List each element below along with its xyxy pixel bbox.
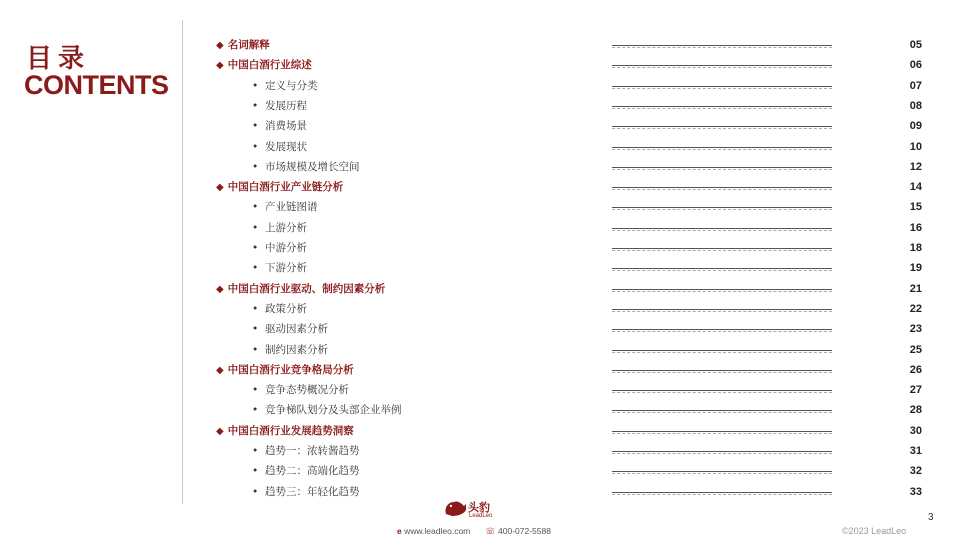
toc-entry-label: 发展历程 [265, 99, 307, 112]
toc-entry-label: 趋势三：年轻化趋势 [265, 485, 360, 498]
website-text: www.leadleo.com [404, 526, 471, 536]
dot-bullet-icon: • [252, 343, 259, 356]
dotted-leader [612, 268, 832, 269]
toc-entry [252, 380, 349, 400]
toc-subsection-row[interactable] [0, 116, 960, 136]
toc-entry-label: 趋势一：浓转酱趋势 [265, 445, 360, 457]
toc-page-number: 15 [909, 201, 922, 214]
toc-page-number: 23 [909, 323, 922, 336]
toc-entry [252, 319, 328, 339]
toc-entry [216, 421, 354, 442]
dotted-leader [612, 126, 832, 127]
toc-entry [252, 482, 360, 502]
dotted-leader [612, 187, 832, 188]
toc-page-number: 05 [909, 39, 922, 51]
toc-entry-label: 中国白酒行业发展趋势洞察 [227, 424, 354, 437]
dot-bullet-icon: • [252, 465, 259, 478]
toc-subsection-row[interactable] [0, 400, 960, 420]
dotted-leader [612, 45, 832, 46]
toc-entry [252, 96, 307, 116]
dot-bullet-icon: • [252, 201, 259, 214]
dot-bullet-icon: • [252, 262, 259, 275]
toc-page-number: 19 [909, 262, 922, 275]
dotted-leader [612, 228, 832, 229]
toc-page-number: 25 [909, 343, 922, 356]
dotted-leader [612, 289, 832, 290]
dot-bullet-icon: • [252, 79, 259, 92]
logo-text: 头豹 [468, 501, 490, 514]
toc-entry-label: 竞争梯队划分及头部企业举例 [265, 404, 402, 417]
dot-bullet-icon: • [252, 99, 259, 112]
toc-entry [216, 360, 354, 381]
toc-entry [252, 157, 360, 177]
toc-page-number: 08 [909, 99, 922, 112]
toc-entry [252, 238, 307, 258]
toc-entry [216, 279, 385, 300]
toc-entry-label: 中国白酒行业竞争格局分析 [227, 363, 354, 376]
toc-subsection-row[interactable] [0, 380, 960, 400]
toc-entry [252, 197, 318, 217]
phone-text: 400-072-5588 [498, 526, 551, 536]
toc-page-number: 14 [909, 181, 922, 194]
toc-page-number: 06 [909, 59, 922, 72]
toc-entry-label: 下游分析 [265, 262, 307, 275]
toc-entry-label: 制约因素分析 [265, 343, 328, 356]
toc-entry-label: 上游分析 [265, 221, 307, 234]
dotted-leader [612, 86, 832, 87]
toc-page-number: 12 [909, 160, 922, 173]
dot-bullet-icon: • [252, 120, 259, 133]
dot-bullet-icon: • [252, 221, 259, 234]
dotted-leader [612, 390, 832, 391]
dot-bullet-icon: • [252, 445, 259, 457]
toc-section-row[interactable] [0, 421, 960, 441]
toc-subsection-row[interactable] [0, 218, 960, 238]
dot-bullet-icon: • [252, 323, 259, 336]
toc-page-number: 18 [909, 242, 922, 254]
toc-entry-label: 中国白酒行业综述 [227, 59, 312, 72]
diamond-bullet-icon: ◆ [216, 425, 224, 437]
toc-subsection-row[interactable] [0, 96, 960, 116]
toc-page-number: 27 [909, 384, 922, 397]
title-chinese: 目录 [26, 44, 91, 74]
dotted-leader [612, 65, 832, 66]
toc-entry-label: 驱动因素分析 [265, 323, 328, 336]
toc-subsection-row[interactable] [0, 197, 960, 217]
toc-page-number: 28 [909, 404, 922, 417]
web-icon: e [397, 526, 402, 536]
toc-entry [252, 218, 307, 238]
dotted-leader [612, 207, 832, 208]
toc-page-number: 16 [909, 221, 922, 234]
dot-bullet-icon: • [252, 302, 259, 315]
toc-entry [252, 299, 307, 319]
toc-subsection-row[interactable] [0, 157, 960, 177]
toc-entry [252, 116, 307, 136]
dotted-leader [612, 431, 832, 432]
footer-website[interactable] [397, 526, 470, 536]
toc-entry [216, 35, 270, 56]
title-english: CONTENTS [24, 70, 169, 100]
toc-entry-label: 市场规模及增长空间 [265, 160, 360, 173]
dotted-leader [612, 309, 832, 310]
toc-subsection-row[interactable] [0, 441, 960, 461]
toc-entry-label: 定义与分类 [265, 79, 318, 92]
phone-icon: ☏ [485, 526, 496, 536]
toc-entry-label: 名词解释 [227, 39, 270, 51]
toc-page-number: 31 [909, 445, 922, 457]
footer-phone [485, 526, 551, 537]
toc-entry-label: 趋势二：高端化趋势 [265, 465, 360, 478]
dotted-leader [612, 106, 832, 107]
dot-bullet-icon: • [252, 485, 259, 498]
toc-entry-label: 竞争态势概况分析 [265, 384, 349, 397]
dotted-leader [612, 471, 832, 472]
diamond-bullet-icon: ◆ [216, 364, 224, 376]
diamond-bullet-icon: ◆ [216, 182, 224, 194]
toc-section-row[interactable] [0, 279, 960, 299]
toc-entry [252, 441, 360, 461]
toc-page-number: 33 [909, 485, 922, 498]
diamond-bullet-icon: ◆ [216, 40, 224, 51]
toc-subsection-row[interactable] [0, 340, 960, 360]
toc-entry [216, 177, 343, 198]
toc-entry [252, 76, 318, 96]
toc-page-number: 07 [909, 79, 922, 92]
toc-subsection-row[interactable] [0, 461, 960, 481]
dot-bullet-icon: • [252, 160, 259, 173]
dotted-leader [612, 147, 832, 148]
dot-bullet-icon: • [252, 384, 259, 397]
toc-entry-label: 中国白酒行业驱动、制约因素分析 [227, 282, 386, 295]
toc-entry [252, 340, 328, 360]
dotted-leader [612, 492, 832, 493]
toc-entry-label: 中游分析 [265, 242, 307, 254]
toc-entry-label: 消费场景 [265, 120, 307, 133]
dotted-leader [612, 248, 832, 249]
page-number: 3 [928, 512, 934, 523]
logo-subtext: LeadLeo [469, 513, 493, 519]
toc-entry-label: 发展现状 [265, 140, 307, 153]
toc-subsection-row[interactable] [0, 299, 960, 319]
toc-page-number: 32 [909, 465, 922, 478]
dotted-leader [612, 410, 832, 411]
toc-entry [252, 400, 402, 420]
toc-section-row[interactable] [0, 360, 960, 380]
toc-subsection-row[interactable] [0, 258, 960, 278]
dot-bullet-icon: • [252, 242, 259, 254]
toc-section-row[interactable] [0, 55, 960, 75]
dot-bullet-icon: • [252, 140, 259, 153]
toc-page-number: 26 [909, 363, 922, 376]
toc-entry [252, 137, 307, 157]
dotted-leader [612, 167, 832, 168]
diamond-bullet-icon: ◆ [216, 60, 224, 72]
toc-page-number: 30 [909, 424, 922, 437]
toc-entry [252, 461, 360, 481]
dot-bullet-icon: • [252, 404, 259, 417]
copyright: ©2023 LeadLeo [842, 526, 907, 536]
toc-subsection-row[interactable] [0, 238, 960, 258]
dotted-leader [612, 350, 832, 351]
dotted-leader [612, 329, 832, 330]
toc-section-row[interactable] [0, 177, 960, 197]
toc-page-number: 10 [909, 140, 922, 153]
dotted-leader [612, 370, 832, 371]
toc-subsection-row[interactable] [0, 76, 960, 96]
toc-subsection-row[interactable] [0, 137, 960, 157]
toc-entry-label: 产业链图谱 [265, 201, 318, 214]
toc-subsection-row[interactable] [0, 319, 960, 339]
toc-section-row[interactable] [0, 35, 960, 55]
toc-page-number: 21 [909, 282, 922, 295]
toc-entry-label: 中国白酒行业产业链分析 [227, 181, 344, 194]
toc-entry [216, 55, 312, 76]
toc-page-number: 22 [909, 302, 922, 315]
toc-page-number: 09 [909, 120, 922, 133]
toc-entry-label: 政策分析 [265, 302, 307, 315]
toc-entry [252, 258, 307, 278]
diamond-bullet-icon: ◆ [216, 283, 224, 295]
dotted-leader [612, 451, 832, 452]
